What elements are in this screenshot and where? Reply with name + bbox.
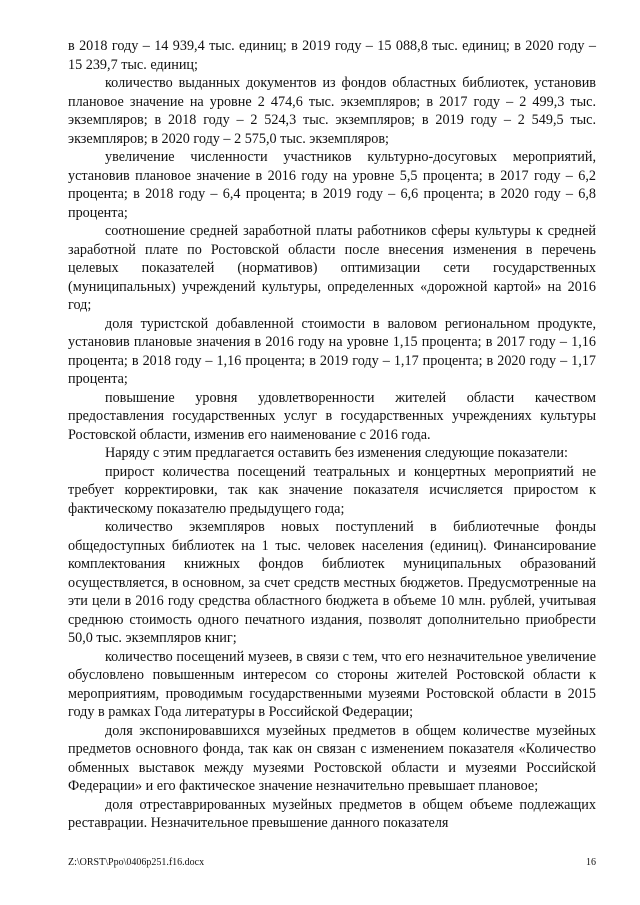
document-body	[68, 37, 596, 833]
page-number: 16	[586, 857, 596, 868]
file-path: Z:\ORST\Ppo\0406p251.f16.docx	[68, 857, 205, 868]
paragraph-salary-ratio: соотношение средней заработной платы работников сферы культуры к средней заработной плате по Ростовской области после внесения изменения в перечень целевых показателей (нормативов) оптимизации сети государственных (муниципальных) учреждений культуры, определенных «дорожной картой» на 2016 год;	[68, 223, 596, 313]
paragraph-exhibited-items: доля экспонировавшихся музейных предметов в общем количестве музейных предметов основного фонда, так как он связан с изменением показателя «Количество обменных выставок между музеями Ростовской области и музеями Российской Федерации» и его фактическое значение незначительно превышает плановое;	[68, 722, 596, 794]
paragraph-library-loans: количество выданных документов из фондов областных библиотек, установив плановое значение на уровне 2 474,6 тыс. экземпляров; в 2017 году – 2 499,3 тыс. экземпляров; в 2018 году – 2 524,3 тыс. экземпляров; в 2019 году – 2 549,5 тыс. экземпляров; в 2020 году – 2 575,0 тыс. экземпляров;	[68, 75, 596, 147]
paragraph-restored-items: доля отреставрированных музейных предметов в общем объеме подлежащих реставрации. Незначительное превышение данного показателя	[68, 796, 596, 831]
paragraph-satisfaction: повышение уровня удовлетворенности жителей области качеством предоставления государственных услуг в государственных учреждениях культуры Ростовской области, изменив его наименование с 2016 года.	[68, 389, 596, 443]
paragraph-museum-visits: количество посещений музеев, в связи с тем, что его незначительное увеличение обусловлено повышенным интересом со стороны жителей Ростовской области к мероприятиям, проводимым государственными музеями Ростовской области в 2015 году в рамках Года литературы в Российской Федерации;	[68, 648, 596, 720]
paragraph-tourism-share: доля туристской добавленной стоимости в валовом региональном продукте, установив плановые значения в 2016 году на уровне 1,15 процента; в 2017 году – 1,16 процента; в 2018 году – 1,16 процента; в 2019 году – 1,17 процента; в 2020 году – 1,17 процента;	[68, 315, 596, 387]
paragraph-theatre-visits: прирост количества посещений театральных и концертных мероприятий не требует корректировки, так как значение показателя исчисляется приростом к фактическому показателю предыдущего года;	[68, 463, 596, 517]
paragraph-unchanged-intro: Наряду с этим предлагается оставить без изменения следующие показатели:	[105, 445, 568, 461]
paragraph-continuation: в 2018 году – 14 939,4 тыс. единиц; в 2019 году – 15 088,8 тыс. единиц; в 2020 году – 15 239,7 тыс. единиц;	[68, 38, 596, 73]
paragraph-cultural-participants: увеличение численности участников культурно-досуговых мероприятий, установив плановое значение в 2016 году на уровне 5,5 процента; в 2017 году – 6,2 процента; в 2018 году – 6,4 процента; в 2019 году – 6,6 процента; в 2020 году – 6,8 процента;	[68, 149, 596, 221]
paragraph-library-acquisitions: количество экземпляров новых поступлений в библиотечные фонды общедоступных библиотек на 1 тыс. человек населения (единиц). Финансирование комплектования книжных фондов библиотек муниципальных образований осуществляется, в основном, за счет средств местных бюджетов. Предусмотренные на эти цели в 2016 году средства областного бюджета в объеме 10 млн. рублей, учитывая среднюю стоимость одного печатного издания, позволят дополнительно приобрести 50,0 тыс. экземпляров книг;	[68, 519, 596, 646]
